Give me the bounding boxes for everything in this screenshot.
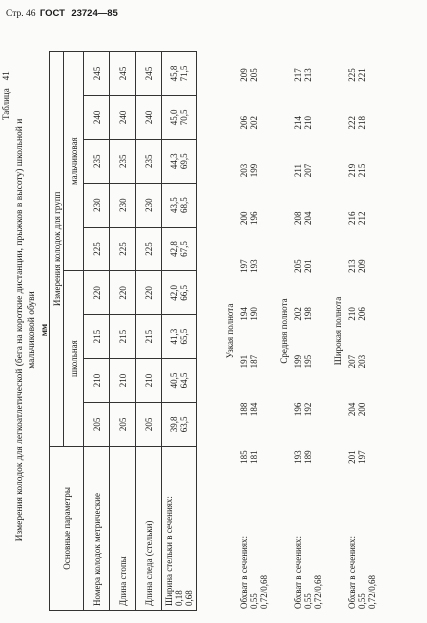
value-line: 207 [347, 354, 357, 369]
value-cell [162, 183, 197, 227]
value-line: 202 [293, 307, 303, 321]
value-cell [162, 315, 197, 359]
value-cell [291, 433, 331, 481]
value-line: 205 [293, 259, 303, 273]
value-cell [345, 338, 385, 386]
value-cell [291, 385, 331, 433]
value-cell: 230 [136, 183, 162, 227]
value-cell: 245 [136, 52, 162, 96]
value-cell: 210 [84, 359, 110, 403]
table-row [345, 51, 385, 611]
value-line: 214 [293, 116, 303, 130]
value-cell [237, 433, 277, 481]
value-cell [291, 338, 331, 386]
value-cell: 210 [110, 359, 136, 403]
value-line: 221 [357, 68, 367, 82]
value-line: 193 [249, 259, 259, 273]
value-cell [162, 402, 197, 446]
value-line: 202 [249, 116, 259, 130]
value-line: 45,8 [169, 65, 179, 82]
value-cell [162, 139, 197, 183]
value-cell: 225 [110, 227, 136, 271]
table-title: Измерения колодок для легкоатлетической (бега на короткие дистанции, прыжков в высоту) школьной и мальчиковой обуви [15, 118, 37, 542]
value-cell: 225 [84, 227, 110, 271]
param-label-text: Ширина стельки в сечениях: [164, 496, 174, 606]
value-cell: 210 [136, 359, 162, 403]
value-cell [291, 242, 331, 290]
boys-header: мальчиковая [64, 52, 84, 271]
units-label: мм [39, 323, 49, 337]
value-line: 201 [303, 259, 313, 273]
page-header [6, 8, 120, 19]
value-cell [291, 51, 331, 99]
table-row [291, 51, 331, 611]
section-title: Узкая полнота [225, 303, 235, 359]
table-row [110, 52, 136, 611]
section-value: 0,68 [184, 590, 194, 606]
value-line: 200 [357, 402, 367, 417]
value-line: 39,8 [169, 416, 179, 433]
value-line: 212 [357, 211, 367, 226]
gost-number: 23724—85 [71, 8, 118, 19]
value-line: 209 [239, 68, 249, 82]
value-line: 193 [293, 450, 303, 464]
section-title: Широкая полнота [333, 296, 343, 366]
section-value: 0,72/0,68 [367, 574, 377, 609]
value-line: 66,5 [179, 284, 189, 301]
gost-label: ГОСТ [39, 8, 65, 19]
value-line: 222 [347, 116, 357, 130]
value-line: 218 [357, 116, 367, 130]
value-cell [291, 194, 331, 242]
value-cell: 220 [110, 271, 136, 315]
section-value: 0,18 [174, 590, 184, 606]
value-cell [291, 99, 331, 147]
param-label [291, 481, 331, 611]
value-cell: 205 [136, 402, 162, 446]
value-cell [237, 385, 277, 433]
value-line: 191 [239, 354, 249, 369]
value-cell: 235 [136, 139, 162, 183]
value-line: 206 [239, 116, 249, 130]
value-line: 42,8 [169, 241, 179, 257]
value-line: 197 [239, 259, 249, 273]
value-cell: 235 [110, 139, 136, 183]
param-label-text: Обхват в сечениях: [239, 536, 249, 609]
value-cell: 220 [136, 271, 162, 315]
table-row [237, 51, 277, 611]
value-line: 199 [249, 163, 259, 178]
value-line: 198 [303, 307, 313, 321]
value-line: 209 [357, 259, 367, 273]
value-cell [291, 147, 331, 195]
value-line: 41,3 [169, 328, 179, 345]
value-cell [162, 359, 197, 403]
table-number: 41 [1, 71, 11, 81]
value-cell: 215 [136, 315, 162, 359]
table-row [136, 52, 162, 611]
value-cell [237, 242, 277, 290]
value-line: 64,5 [179, 372, 189, 389]
value-line: 44,3 [169, 153, 179, 170]
value-cell: 240 [110, 95, 136, 139]
value-line: 185 [239, 450, 249, 464]
value-cell: 245 [110, 52, 136, 96]
value-cell [345, 385, 385, 433]
value-cell: 215 [110, 315, 136, 359]
value-cell [237, 51, 277, 99]
table-row [162, 52, 197, 611]
value-cell [345, 194, 385, 242]
school-header: школьная [64, 271, 84, 446]
value-line: 65,5 [179, 328, 189, 345]
value-cell: 220 [84, 271, 110, 315]
section-value: 0,72/0,68 [313, 574, 323, 609]
value-line: 205 [249, 68, 259, 82]
value-cell [237, 99, 277, 147]
param-label: Номера колодок метрические [84, 446, 110, 610]
value-line: 200 [239, 211, 249, 226]
value-cell [345, 147, 385, 195]
value-line: 217 [293, 68, 303, 82]
param-label: Длина стопы [110, 446, 136, 610]
value-line: 204 [303, 211, 313, 226]
value-cell [162, 227, 197, 271]
value-line: 208 [293, 211, 303, 226]
value-cell: 230 [84, 183, 110, 227]
value-line: 206 [357, 307, 367, 321]
value-cell [162, 52, 197, 96]
value-line: 216 [347, 211, 357, 226]
value-line: 215 [357, 163, 367, 178]
value-cell [345, 433, 385, 481]
value-line: 203 [239, 163, 249, 178]
value-cell [345, 51, 385, 99]
value-line: 70,5 [179, 109, 189, 126]
table-caption [1, 50, 11, 120]
value-cell: 240 [84, 95, 110, 139]
value-line: 213 [347, 259, 357, 273]
param-label-text: Обхват в сечениях: [347, 536, 357, 609]
value-cell: 230 [110, 183, 136, 227]
value-line: 207 [303, 163, 313, 178]
param-label [237, 481, 277, 611]
value-line: 40,5 [169, 372, 179, 389]
value-line: 196 [293, 402, 303, 417]
value-cell: 205 [110, 402, 136, 446]
page-number: Стр. 46 [6, 9, 36, 19]
value-line: 181 [249, 450, 259, 464]
group-header: Измерения колодок для групп [50, 52, 64, 447]
value-line: 210 [303, 116, 313, 130]
rotated-table-sheet [0, 23, 420, 623]
value-line: 45,0 [169, 109, 179, 126]
value-cell [162, 95, 197, 139]
value-line: 188 [239, 402, 249, 417]
value-line: 68,5 [179, 197, 189, 213]
value-cell: 245 [84, 52, 110, 96]
value-line: 187 [249, 354, 259, 369]
value-line: 184 [249, 402, 259, 417]
width-sections [223, 51, 385, 611]
param-label [345, 481, 385, 611]
section-value: 0,55 [357, 593, 367, 609]
value-line: 204 [347, 402, 357, 417]
value-line: 71,5 [179, 65, 189, 82]
table-row [84, 52, 110, 611]
measurements-table [49, 51, 197, 611]
section-title: Средняя полнота [279, 298, 289, 364]
value-line: 213 [303, 68, 313, 82]
value-line: 190 [249, 307, 259, 321]
value-cell [237, 194, 277, 242]
value-line: 194 [239, 307, 249, 321]
value-line: 63,5 [179, 416, 189, 433]
value-line: 69,5 [179, 153, 189, 170]
value-cell [345, 290, 385, 338]
value-cell: 235 [84, 139, 110, 183]
value-line: 225 [347, 68, 357, 82]
param-label: Длина следа (стельки) [136, 446, 162, 610]
value-line: 199 [293, 354, 303, 369]
section-value: 0,55 [303, 593, 313, 609]
value-line: 219 [347, 163, 357, 178]
table-label: Таблица [1, 88, 11, 120]
value-cell [237, 147, 277, 195]
value-cell [237, 338, 277, 386]
value-line: 210 [347, 307, 357, 321]
value-cell: 205 [84, 402, 110, 446]
value-line: 197 [357, 450, 367, 464]
value-cell [162, 271, 197, 315]
value-cell [345, 99, 385, 147]
param-label [162, 446, 197, 610]
value-line: 196 [249, 211, 259, 226]
value-line: 201 [347, 450, 357, 464]
value-line: 189 [303, 450, 313, 464]
section-value: 0,72/0,68 [259, 574, 269, 609]
value-line: 211 [293, 163, 303, 178]
value-line: 42,0 [169, 284, 179, 301]
value-cell [237, 290, 277, 338]
value-line: 192 [303, 402, 313, 417]
value-line: 43,5 [169, 197, 179, 213]
value-cell: 215 [84, 315, 110, 359]
value-line: 67,5 [179, 241, 189, 257]
value-cell: 225 [136, 227, 162, 271]
value-line: 195 [303, 354, 313, 369]
param-header: Основные параметры [50, 446, 84, 610]
value-cell: 240 [136, 95, 162, 139]
value-cell [291, 290, 331, 338]
value-line: 203 [357, 354, 367, 369]
section-value: 0,55 [249, 593, 259, 609]
value-cell [345, 242, 385, 290]
param-label-text: Обхват в сечениях: [293, 536, 303, 609]
